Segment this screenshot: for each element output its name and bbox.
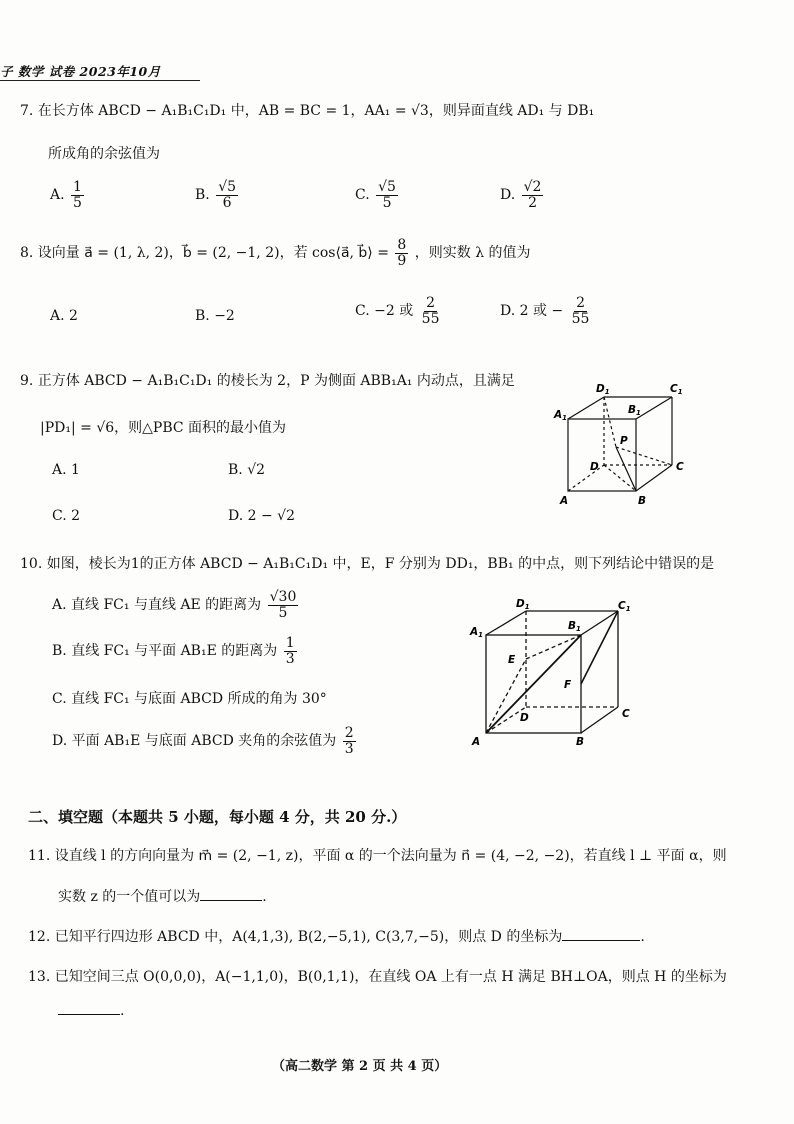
fig10-label-d1: D1 (516, 598, 530, 611)
q13-line2: . (58, 1003, 124, 1019)
q8-option-a: A. 2 (50, 308, 78, 324)
q12-line: 12. 已知平行四边形 ABCD 中，A(4,1,3), B(2,−5,1), C(3,7,−5)，则点 D 的坐标为 . (28, 929, 645, 945)
fig9-edge-a1d1 (568, 397, 604, 419)
fig9-label-p: P (620, 435, 628, 447)
q11-line1: 11. 设直线 l 的方向向量为 m⃗ = (2, −1, z)，平面 α 的一个法向量为 n⃗ = (4, −2, −2)，若直线 l ⊥ 平面 α，则 (28, 848, 727, 864)
fig10-label-f: F (564, 679, 572, 691)
q7-stem-line1: 7. 在长方体 ABCD − A₁B₁C₁D₁ 中，AB = BC = 1，AA₁ = √3，则异面直线 AD₁ 与 DB₁ (20, 103, 595, 119)
fig9-edge-bc (636, 465, 672, 491)
q13-line: 13. 已知空间三点 O(0,0,0)，A(−1,1,0)，B(0,1,1)，在直线 OA 上有一点 H 满足 BH⊥OA，则点 H 的坐标为 (28, 969, 727, 985)
fig9-line-d1p (604, 397, 616, 447)
fig9-edge-b1c1 (636, 397, 672, 419)
q10-option-b: B. 直线 FC₁ 与平面 AB₁E 的距离为 $\frac{1}{3}$ (52, 635, 295, 667)
fig10-label-a1: A1 (470, 626, 484, 639)
q7-option-d: D. $\frac{√2}{2}$ (500, 179, 542, 211)
fig10-edge-a1d1 (486, 611, 526, 635)
fig9-label-a: A (560, 495, 569, 507)
fig10-label-d: D (520, 712, 529, 724)
q11-line2: 实数 z 的一个值可以为 . (58, 889, 267, 905)
q9-option-b: B. √2 (228, 462, 266, 478)
q9-stem-line2: |PD₁| = √6，则△PBC 面积的最小值为 (40, 420, 287, 436)
fig9-label-a1: A1 (554, 409, 568, 422)
fig9-label-d: D (590, 461, 599, 473)
fig9-label-b: B (638, 495, 647, 507)
fig10-label-b1: B1 (568, 620, 581, 633)
fig10-label-c1: C1 (618, 600, 631, 613)
fig10-edge-bc (581, 707, 618, 733)
fig9-label-c1: C1 (670, 383, 683, 396)
q12-answer-blank[interactable] (562, 940, 640, 941)
q7-option-b: B. $\frac{√5}{6}$ (195, 179, 237, 211)
q10-option-a: A. 直线 FC₁ 与直线 AE 的距离为 $\frac{√30}{5}$ (52, 589, 297, 621)
q9-stem-line1: 9. 正方体 ABCD − A₁B₁C₁D₁ 的棱长为 2，P 为侧面 ABB₁A₁ 内动点，且满足 (20, 373, 515, 389)
fig10-label-a: A (472, 736, 481, 748)
q10-option-c: C. 直线 FC₁ 与底面 ABCD 所成的角为 30° (52, 691, 327, 707)
fig9-line-pc (616, 447, 672, 465)
fig9-label-c: C (676, 461, 684, 473)
q7-option-c: C. $\frac{√5}{5}$ (355, 179, 396, 211)
fig10-hidden-eb1 (526, 635, 581, 659)
fig9-label-d1: D1 (596, 383, 610, 396)
header-rule (0, 80, 200, 81)
q7-stem-line2: 所成角的余弦值为 (48, 146, 160, 162)
q8-option-d: D. 2 或 − $\frac{2}{55}$ (500, 295, 590, 327)
q9-option-a: A. 1 (52, 462, 80, 478)
fig9-line-db (604, 465, 636, 491)
section-2-title: 二、填空题（本题共 5 小题，每小题 4 分，共 20 分.） (28, 808, 407, 826)
page-footer: （高二数学 第 2 页 共 4 页） (272, 1059, 448, 1074)
q10-stem: 10. 如图，棱长为1的正方体 ABCD − A₁B₁C₁D₁ 中，E，F 分别为 DD₁，BB₁ 的中点，则下列结论中错误的是 (20, 556, 715, 572)
fig10-label-e: E (508, 654, 516, 666)
q8-stem: 8. 设向量 a⃗ = (1, λ, 2)，b⃗ = (2, −1, 2)，若 cos⟨a⃗, b⃗⟩ = $\frac{8}{9}$ ，则实数 λ 的值为 (20, 237, 531, 269)
q13-answer-blank[interactable] (58, 1014, 120, 1015)
fig9-line-pb (616, 447, 636, 491)
q10-option-d: D. 平面 AB₁E 与底面 ABCD 夹角的余弦值为 $\frac{2}{3}$ (52, 725, 354, 757)
q7-option-a: A. $\frac{1}{5}$ (50, 179, 82, 211)
fig9-front-face (568, 419, 636, 491)
q8-option-b: B. −2 (195, 308, 235, 324)
fig10-line-fc1 (581, 611, 618, 684)
q9-option-c: C. 2 (52, 508, 81, 524)
fig10-label-c: C (622, 708, 630, 720)
page-header: 子 数学 试卷 2023年10月 (0, 64, 161, 79)
q11-answer-blank[interactable] (200, 900, 262, 901)
q9-option-d: D. 2 − √2 (228, 508, 295, 524)
q8-option-c: C. −2 或 $\frac{2}{55}$ (355, 295, 440, 327)
fig9-label-b1: B1 (628, 404, 641, 417)
fig10-label-b: B (576, 736, 585, 748)
q10-cube-figure (468, 595, 648, 755)
q9-cube-figure (550, 380, 700, 510)
